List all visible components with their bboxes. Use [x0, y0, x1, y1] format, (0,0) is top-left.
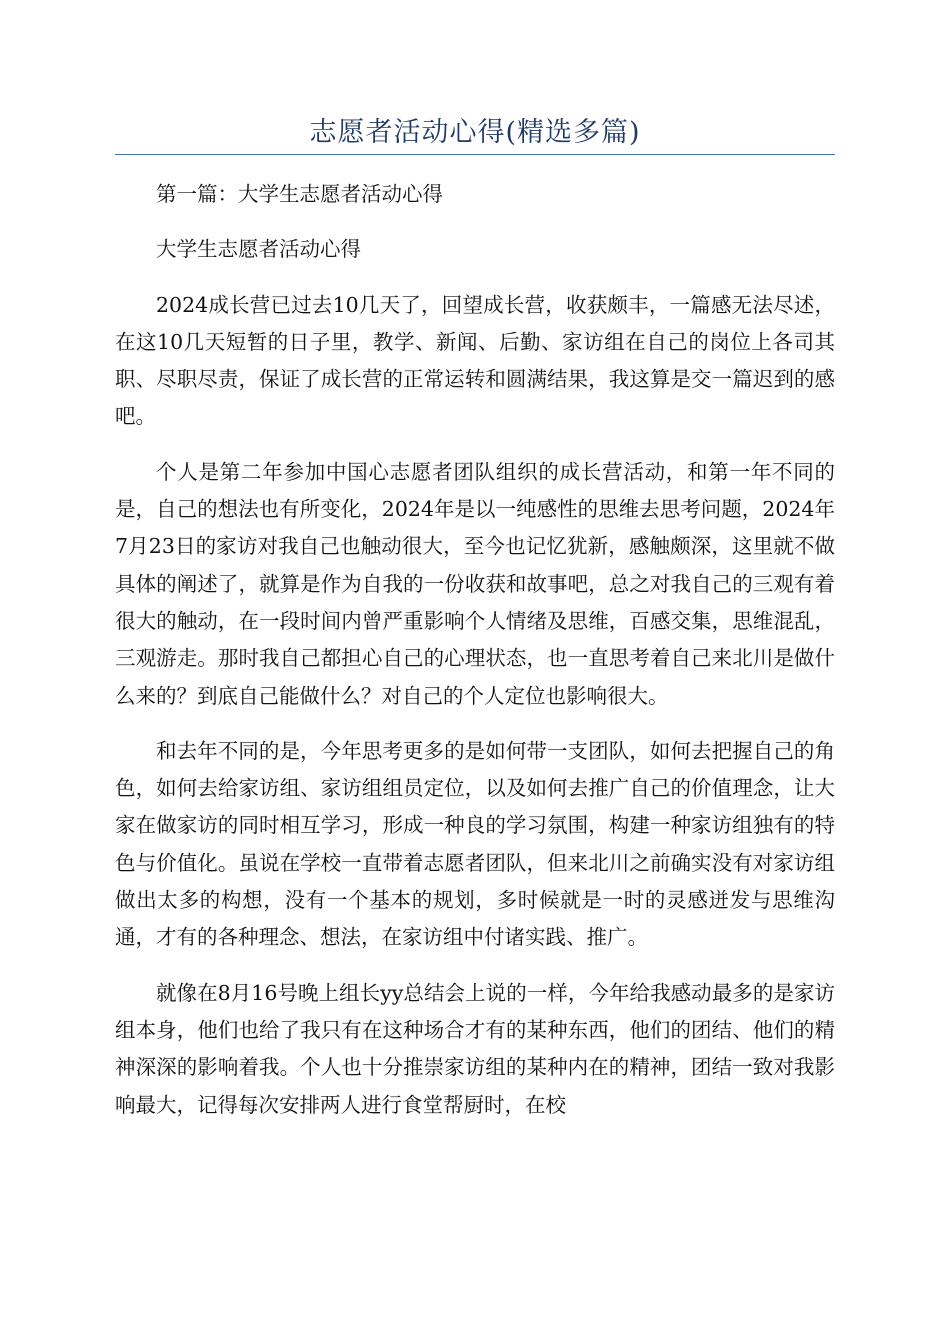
section-heading: 第一篇：大学生志愿者活动心得 [156, 182, 443, 206]
document-title: 志愿者活动心得(精选多篇) [309, 117, 641, 148]
subheading: 大学生志愿者活动心得 [156, 237, 361, 262]
paragraph-1: 2024成长营已过去10几天了，回望成长营，收获颇丰，一篇感无法尽述，在这10几天短暂的日子里，教学、新闻、后勤、家访组在自己的岗位上各司其职、尽职尽责，保证了成长营的正常运转和圆满结果，我这算是交一篇迟到的感吧。 [115, 292, 835, 429]
paragraph-2: 个人是第二年参加中国心志愿者团队组织的成长营活动，和第一年不同的是，自己的想法也有所变化，2024年是以一纯感性的思维去思考问题，2024年7月23日的家访对我自己也触动很大，至今也记忆犹新，感触颇深，这里就不做具体的阐述了，就算是作为自我的一份收获和故事吧，总之对我自己的三观有着很大的触动，在一段时间内曾严重影响个人情绪及思维，百感交集，思维混乱，三观游走。那时我自己都担心自己的心理状态，也一直思考着自己来北川是做什么来的？到底自己能做什么？对自己的个人定位也影响很大。 [115, 459, 835, 708]
title-underline [115, 154, 835, 155]
document-body [115, 176, 835, 1142]
paragraph-4: 就像在8月16号晚上组长yy总结会上说的一样，今年给我感动最多的是家访组本身，他们也给了我只有在这种场合才有的某种东西，他们的团结、他们的精神深深的影响着我。个人也十分推崇家访组的某种内在的精神，团结一致对我影响最大，记得每次安排两人进行食堂帮厨时，在校 [115, 980, 835, 1117]
title-block [115, 112, 835, 154]
paragraph-3: 和去年不同的是，今年思考更多的是如何带一支团队，如何去把握自己的角色，如何去给家访组、家访组组员定位，以及如何去推广自己的价值理念，让大家在做家访的同时相互学习，形成一种良的学习氛围，构建一种家访组独有的特色与价值化。虽说在学校一直带着志愿者团队，但来北川之前确实没有对家访组做出太多的构想，没有一个基本的规划，多时候就是一时的灵感迸发与思维沟通，才有的各种理念、想法，在家访组中付诸实践、推广。 [115, 738, 835, 950]
